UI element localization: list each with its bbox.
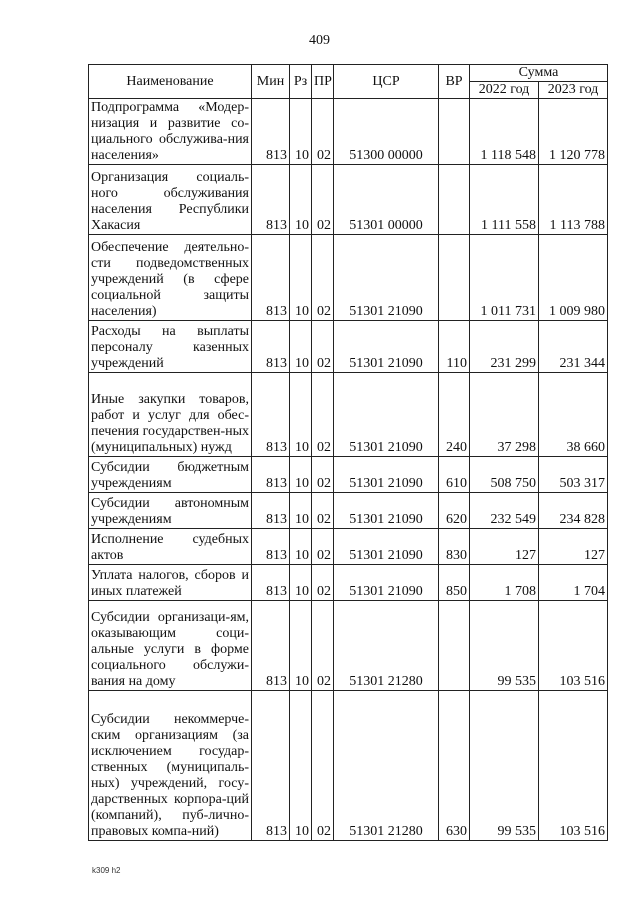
row-name-cell: Иные закупки товаров, работ и услуг для обес-печения государствен-ных (муниципальных) нужд	[89, 373, 252, 457]
table-row	[89, 457, 608, 493]
row-sum-2023-cell: 103 516	[539, 691, 608, 841]
row-vr-cell: 240	[439, 373, 470, 457]
table-row	[89, 235, 608, 321]
header-rz: Рз	[290, 65, 312, 99]
table-row	[89, 601, 608, 691]
row-min-cell: 813	[252, 99, 290, 165]
row-sum-2022-cell: 37 298	[470, 373, 539, 457]
table-row	[89, 373, 608, 457]
row-rz-cell: 10	[290, 373, 312, 457]
row-sum-2023-cell: 234 828	[539, 493, 608, 529]
row-sum-2022-cell: 1 111 558	[470, 165, 539, 235]
row-sum-2023-cell: 231 344	[539, 321, 608, 373]
row-pr-cell: 02	[312, 529, 334, 565]
row-sum-2023-cell: 1 113 788	[539, 165, 608, 235]
row-rz-cell: 10	[290, 601, 312, 691]
row-pr-cell: 02	[312, 373, 334, 457]
row-min-cell: 813	[252, 165, 290, 235]
row-min-cell: 813	[252, 457, 290, 493]
header-vr: ВР	[439, 65, 470, 99]
row-rz-cell: 10	[290, 529, 312, 565]
row-sum-2022-cell: 127	[470, 529, 539, 565]
row-vr-cell: 610	[439, 457, 470, 493]
table-row	[89, 99, 608, 165]
row-name-cell: Субсидии автономным учреждениям	[89, 493, 252, 529]
budget-table	[88, 64, 608, 841]
row-min-cell: 813	[252, 235, 290, 321]
header-row	[89, 65, 608, 82]
row-vr-cell	[439, 235, 470, 321]
table-row	[89, 165, 608, 235]
row-sum-2022-cell: 508 750	[470, 457, 539, 493]
header-name: Наименование	[89, 65, 252, 99]
row-vr-cell	[439, 165, 470, 235]
header-pr: ПР	[312, 65, 334, 99]
header-year-2023: 2023 год	[539, 82, 608, 99]
row-pr-cell: 02	[312, 321, 334, 373]
row-rz-cell: 10	[290, 457, 312, 493]
header-year-2022: 2022 год	[470, 82, 539, 99]
row-sum-2022-cell: 1 708	[470, 565, 539, 601]
header-sum: Сумма	[470, 65, 608, 82]
row-vr-cell: 630	[439, 691, 470, 841]
row-name-cell: Подпрограмма «Модер-низация и развитие со-циального обслужива-ния населения»	[89, 99, 252, 165]
row-csr-cell: 51301 21090	[334, 565, 439, 601]
row-rz-cell: 10	[290, 235, 312, 321]
row-rz-cell: 10	[290, 99, 312, 165]
row-min-cell: 813	[252, 373, 290, 457]
row-sum-2023-cell: 103 516	[539, 601, 608, 691]
row-vr-cell: 110	[439, 321, 470, 373]
row-name-cell: Субсидии некоммерче-ским организациям (за исключением государ-ственных (муниципаль-ных) учреждений, госу-дарственных корпора-ций (компаний), пуб-лично-правовых компа-ний)	[89, 691, 252, 841]
row-min-cell: 813	[252, 321, 290, 373]
row-sum-2022-cell: 1 011 731	[470, 235, 539, 321]
row-pr-cell: 02	[312, 99, 334, 165]
row-sum-2023-cell: 127	[539, 529, 608, 565]
row-pr-cell: 02	[312, 601, 334, 691]
row-sum-2023-cell: 503 317	[539, 457, 608, 493]
footer-code: k309 h2	[92, 866, 121, 875]
table-row	[89, 565, 608, 601]
row-rz-cell: 10	[290, 691, 312, 841]
row-pr-cell: 02	[312, 457, 334, 493]
row-csr-cell: 51300 00000	[334, 99, 439, 165]
row-name-cell: Уплата налогов, сборов и иных платежей	[89, 565, 252, 601]
row-rz-cell: 10	[290, 565, 312, 601]
row-name-cell: Субсидии бюджетным учреждениям	[89, 457, 252, 493]
row-sum-2022-cell: 232 549	[470, 493, 539, 529]
row-pr-cell: 02	[312, 565, 334, 601]
row-csr-cell: 51301 21280	[334, 691, 439, 841]
table-row	[89, 691, 608, 841]
row-sum-2023-cell: 1 120 778	[539, 99, 608, 165]
row-min-cell: 813	[252, 565, 290, 601]
row-pr-cell: 02	[312, 493, 334, 529]
row-csr-cell: 51301 21280	[334, 601, 439, 691]
row-min-cell: 813	[252, 529, 290, 565]
row-name-cell: Исполнение судебных актов	[89, 529, 252, 565]
row-sum-2023-cell: 1 009 980	[539, 235, 608, 321]
row-csr-cell: 51301 21090	[334, 529, 439, 565]
row-min-cell: 813	[252, 601, 290, 691]
row-sum-2022-cell: 231 299	[470, 321, 539, 373]
row-pr-cell: 02	[312, 691, 334, 841]
row-sum-2022-cell: 1 118 548	[470, 99, 539, 165]
row-csr-cell: 51301 00000	[334, 165, 439, 235]
row-csr-cell: 51301 21090	[334, 373, 439, 457]
row-min-cell: 813	[252, 691, 290, 841]
row-vr-cell	[439, 601, 470, 691]
row-pr-cell: 02	[312, 235, 334, 321]
row-sum-2022-cell: 99 535	[470, 601, 539, 691]
row-rz-cell: 10	[290, 321, 312, 373]
row-name-cell: Обеспечение деятельно-сти подведомственных учреждений (в сфере социальной защиты населения)	[89, 235, 252, 321]
row-vr-cell: 620	[439, 493, 470, 529]
table-row	[89, 493, 608, 529]
table-body	[89, 99, 608, 841]
header-min: Мин	[252, 65, 290, 99]
table-row	[89, 529, 608, 565]
row-rz-cell: 10	[290, 165, 312, 235]
row-min-cell: 813	[252, 493, 290, 529]
row-vr-cell: 850	[439, 565, 470, 601]
row-csr-cell: 51301 21090	[334, 493, 439, 529]
row-csr-cell: 51301 21090	[334, 457, 439, 493]
row-name-cell: Расходы на выплаты персоналу казенных учреждений	[89, 321, 252, 373]
page-number: 409	[309, 33, 330, 48]
row-name-cell: Организация социаль-ного обслуживания населения Республики Хакасия	[89, 165, 252, 235]
row-csr-cell: 51301 21090	[334, 321, 439, 373]
table-row	[89, 321, 608, 373]
row-vr-cell: 830	[439, 529, 470, 565]
row-pr-cell: 02	[312, 165, 334, 235]
header-csr: ЦСР	[334, 65, 439, 99]
row-name-cell: Субсидии организаци-ям, оказывающим соци-альные услуги в форме социального обслужи-вания на дому	[89, 601, 252, 691]
row-sum-2023-cell: 1 704	[539, 565, 608, 601]
row-sum-2022-cell: 99 535	[470, 691, 539, 841]
row-rz-cell: 10	[290, 493, 312, 529]
row-csr-cell: 51301 21090	[334, 235, 439, 321]
row-vr-cell	[439, 99, 470, 165]
row-sum-2023-cell: 38 660	[539, 373, 608, 457]
